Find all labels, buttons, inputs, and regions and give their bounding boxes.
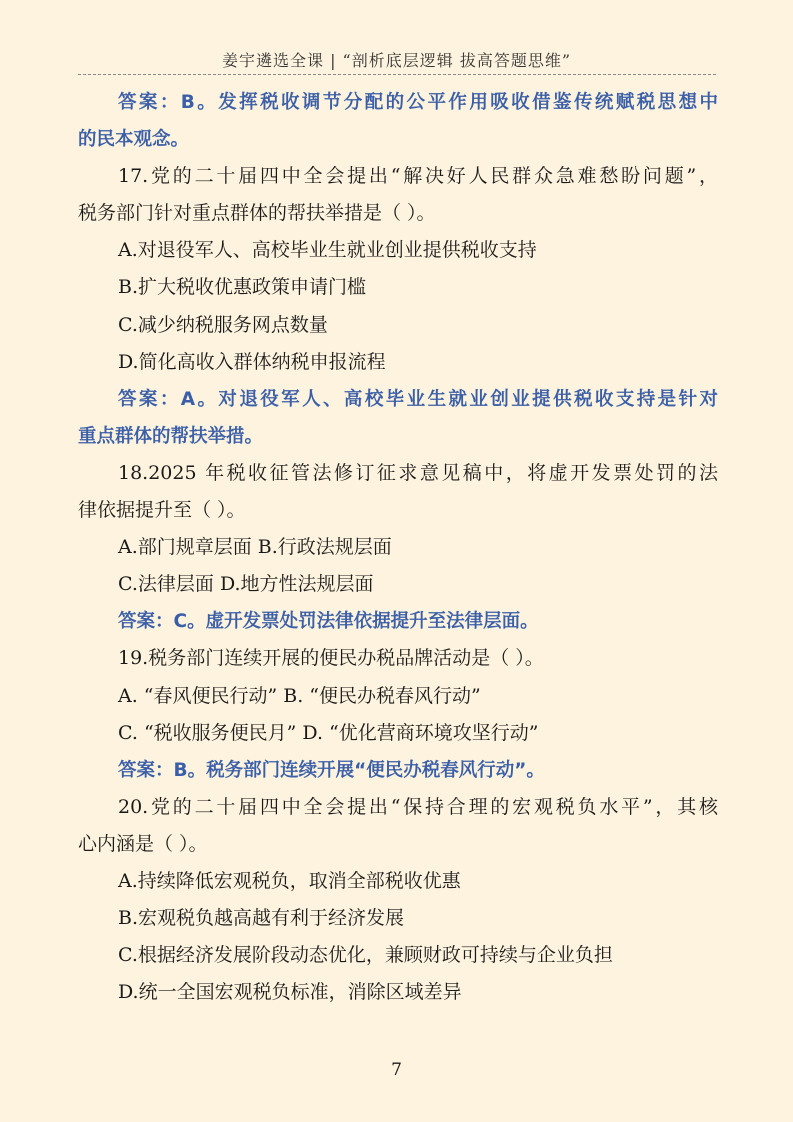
option-line: C. “税收服务便民月” D. “优化营商环境攻坚行动” [118, 721, 539, 744]
answer-line: 答案：B。税务部门连续开展“便民办税春风行动”。 [118, 759, 545, 781]
question-line: 税务部门针对重点群体的帮扶举措是（ ）。 [78, 202, 436, 225]
question-line: 17.党的二十届四中全会提出“解决好人民群众急难愁盼问题”， [118, 165, 718, 188]
question-line: 心内涵是（ ）。 [78, 832, 208, 855]
option-line: A. “春风便民行动” B. “便民办税春风行动” [118, 684, 481, 707]
option-line: A.持续降低宏观税负，取消全部税收优惠 [118, 869, 461, 892]
option-line: B.宏观税负越高越有利于经济发展 [118, 907, 405, 930]
answer-line: 答案：A。对退役军人、高校毕业生就业创业提供税收支持是针对 [118, 388, 718, 410]
question-line: 20.党的二十届四中全会提出“保持合理的宏观税负水平”，其核 [118, 795, 718, 818]
answer-line: 的民本观念。 [78, 129, 190, 151]
header-divider [78, 74, 716, 75]
question-line: 18.2025 年税收征管法修订征求意见稿中，将虚开发票处罚的法 [118, 461, 718, 484]
option-line: A.对退役军人、高校毕业生就业创业提供税收支持 [118, 239, 537, 262]
option-line: D.统一全国宏观税负标准，消除区域差异 [118, 981, 462, 1004]
document-body [78, 84, 718, 1011]
answer-line: 答案：B。发挥税收调节分配的公平作用吸收借鉴传统赋税思想中 [118, 92, 718, 113]
option-line: C.减少纳税服务网点数量 [118, 313, 328, 336]
option-line: B.扩大税收优惠政策申请门槛 [118, 276, 367, 299]
answer-line: 答案：C。虚开发票处罚法律依据提升至法律层面。 [118, 611, 539, 633]
option-line: C.根据经济发展阶段动态优化，兼顾财政可持续与企业负担 [118, 944, 613, 967]
option-line: C.法律层面 D.地方性法规层面 [118, 573, 374, 596]
page-header: 姜宇遴选全课 | “剖析底层逻辑 拔高答题思维” [221, 51, 571, 70]
page-number: 7 [391, 1060, 402, 1080]
question-line: 19.税务部门连续开展的便民办税品牌活动是（ ）。 [118, 647, 544, 670]
answer-line: 重点群体的帮扶举措。 [78, 425, 264, 447]
question-line: 律依据提升至（ ）。 [78, 499, 246, 522]
option-line: A.部门规章层面 B.行政法规层面 [118, 536, 392, 559]
option-line: D.简化高收入群体纳税申报流程 [118, 350, 386, 373]
